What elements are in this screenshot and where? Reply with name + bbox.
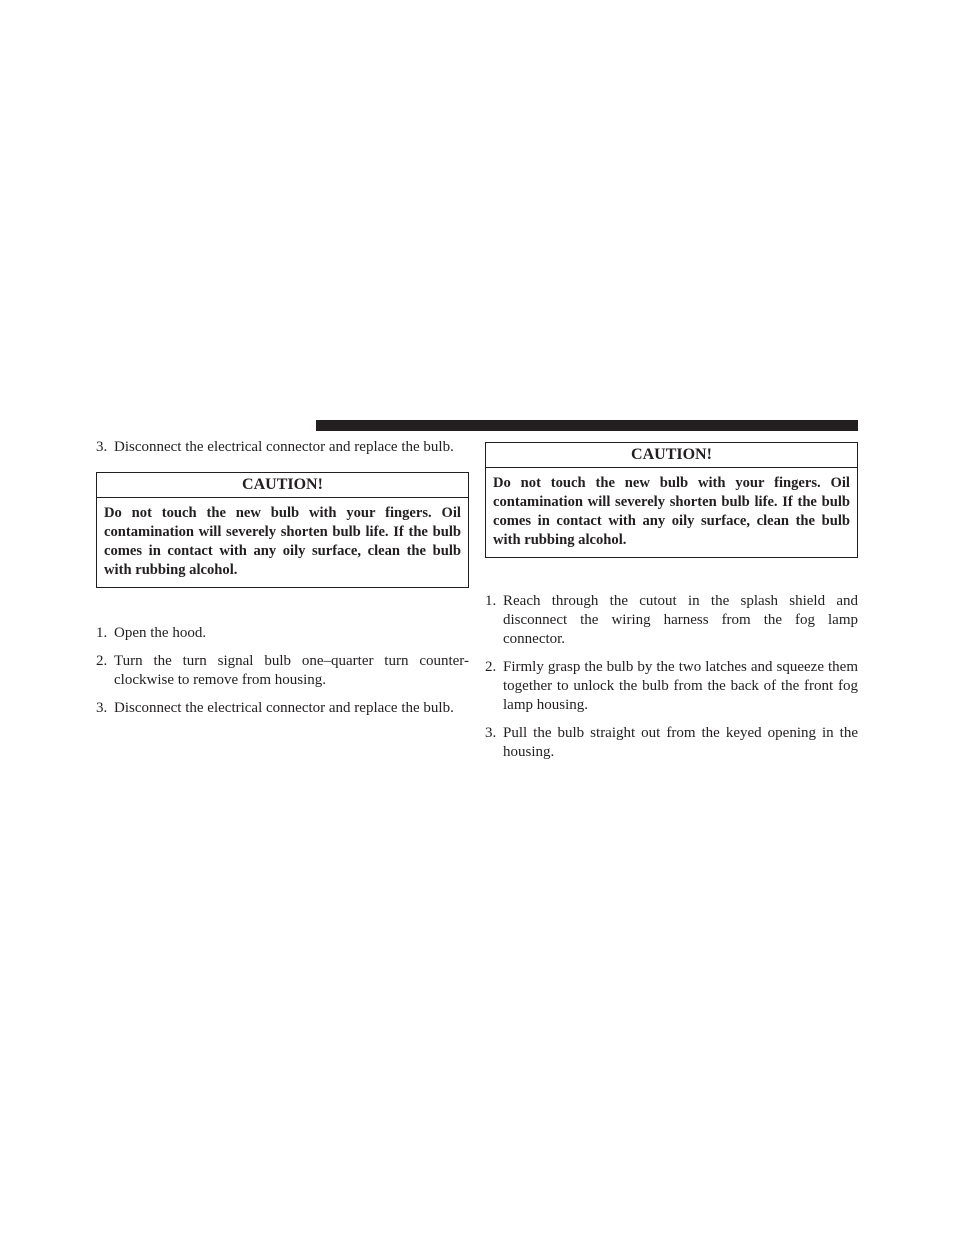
step-text: Disconnect the electrical connector and replace the bulb. [114, 700, 454, 716]
caution-box [485, 442, 858, 558]
step-text: Firmly grasp the bulb by the two latches and squeeze them together to unlock the bulb from the back of the front fog lamp housing. [503, 659, 858, 713]
list-item [485, 592, 858, 649]
caution-text: Do not touch the new bulb with your fingers. Oil contamination will severely shorten bulb life. If the bulb comes in contact with any oily surface, clean the bulb with rubbing alcohol. [493, 475, 850, 548]
step-text: Open the hood. [114, 625, 207, 641]
list-item [96, 624, 469, 643]
list-item [485, 724, 858, 762]
step-number: 2. [485, 659, 497, 675]
step-text: Pull the bulb straight out from the keyed opening in the housing. [503, 725, 858, 760]
step-number: 3. [485, 725, 497, 741]
caution-heading: CAUTION! [97, 473, 468, 498]
list-item [96, 438, 469, 457]
caution-box [96, 472, 469, 588]
caution-text: Do not touch the new bulb with your fingers. Oil contamination will severely shorten bulb life. If the bulb comes in contact with any oily surface, clean the bulb with rubbing alcohol. [104, 505, 461, 578]
caution-heading: CAUTION! [486, 443, 857, 468]
step-number: 3. [96, 700, 108, 716]
step-number: 1. [96, 625, 108, 641]
step-number: 2. [96, 653, 108, 669]
step-text: Disconnect the electrical connector and replace the bulb. [114, 439, 454, 455]
step-text: Reach through the cutout in the splash shield and disconnect the wiring harness from the fog lamp connector. [503, 593, 858, 647]
list-item [96, 699, 469, 718]
list-item [485, 658, 858, 715]
step-number: 3. [96, 439, 108, 455]
list-item [96, 652, 469, 690]
step-number: 1. [485, 593, 497, 609]
left-column [96, 438, 469, 718]
right-column [485, 442, 858, 762]
step-text: Turn the turn signal bulb one–quarter turn counter-clockwise to remove from housing. [114, 653, 469, 688]
section-header-bar [316, 420, 858, 431]
